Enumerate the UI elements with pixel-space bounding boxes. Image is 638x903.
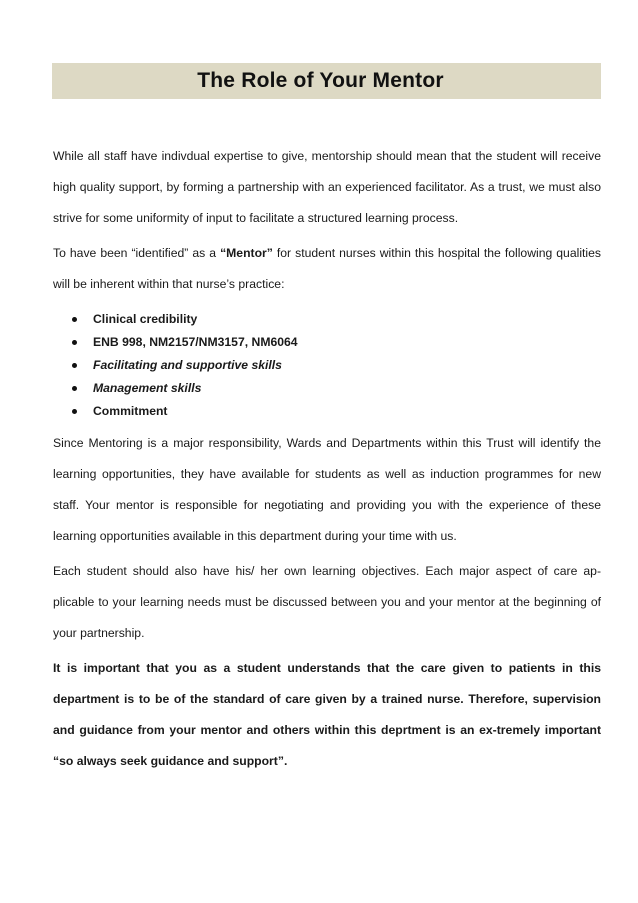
intro-paragraph: While all staff have indivdual expertise to give, mentorship should mean that the student will receive high quality support, by forming a partnership with an experienced facilitator. As a trust, we must also strive for some uniformity of input to facilitate a structured learning process. <box>53 149 601 225</box>
quality-label: Management skills <box>93 381 202 395</box>
objectives-paragraph: Each student should also have his/ her own learning objectives. Each major aspect of care ap-plicable to your learning needs must be discussed between you and your mentor at the beginning of your partnership. <box>53 564 601 640</box>
mentor-definition-text-start: To have been “identified” as a <box>53 246 221 260</box>
responsibility-paragraph: Since Mentoring is a major responsibility, Wards and Departments within this Trust will identify the learning opportunities, they have available for students as well as induction programmes for new staff. Your mentor is responsible for negotiating and providing you with the experience of these learning opportunities available in this department during your time with us. <box>53 436 601 543</box>
bullet-icon <box>72 317 77 322</box>
bullet-icon <box>72 363 77 368</box>
quality-label: Facilitating and supportive skills <box>93 358 282 372</box>
quality-label: Clinical credibility <box>93 312 198 326</box>
list-item <box>53 400 601 423</box>
mentor-definition-paragraph <box>53 238 601 300</box>
bullet-icon <box>72 409 77 414</box>
page-title: The Role of Your Mentor <box>197 69 444 92</box>
title-banner <box>52 63 601 99</box>
mentor-definition-text-end: for student nurses within this hospital the following qualities will be inherent within that nurse’s practice: <box>53 246 601 291</box>
quality-label: Commitment <box>93 404 168 418</box>
bullet-icon <box>72 340 77 345</box>
bullet-icon <box>72 386 77 391</box>
importance-paragraph: It is important that you as a student understands that the care given to patients in this department is to be of the standard of care given by a trained nurse. Therefore, supervision and guidance from your mentor and others within this deprtment is an ex-tremely important “so always seek guidance and support”. <box>53 661 601 768</box>
mentor-term: “Mentor” <box>220 246 273 260</box>
document-body <box>53 141 601 781</box>
quality-label: ENB 998, NM2157/NM3157, NM6064 <box>93 335 298 349</box>
qualities-list <box>53 308 601 423</box>
